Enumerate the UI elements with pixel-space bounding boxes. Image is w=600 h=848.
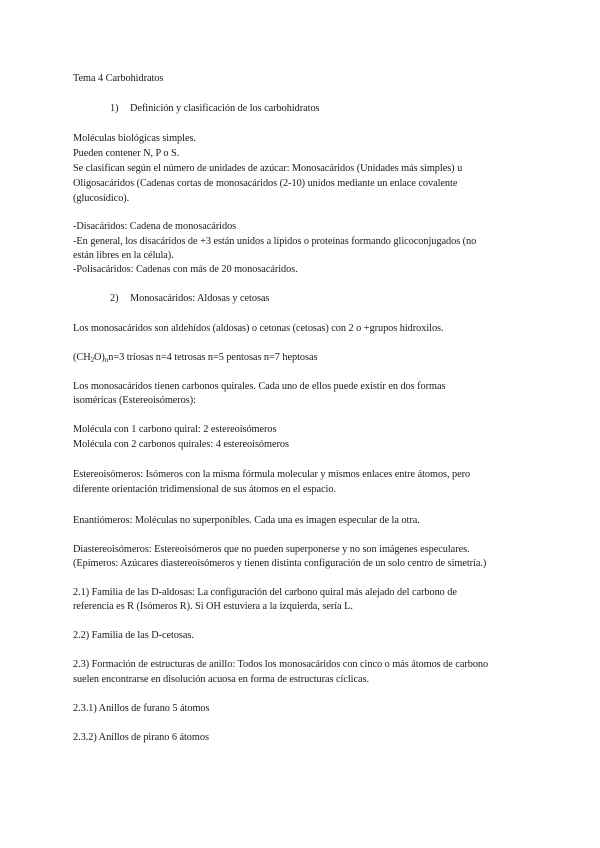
section-heading-2 xyxy=(110,292,269,306)
paragraph: Enantiómeros: Moléculas no superponibles. Cada una es imagen especular de la otra. xyxy=(73,515,420,526)
text-line: 2.3) Formación de estructuras de anillo: Todos los monosacáridos con cinco o más átomos de carbono xyxy=(73,659,489,670)
section-title: Definición y clasificación de los carbohidratos xyxy=(130,103,320,114)
text-line: -En general, los disacáridos de +3 están unidos a lípidos o proteínas formando glicoconjugados (no xyxy=(73,236,477,247)
text-line: Estereoisómeros: Isómeros con la misma fórmula molecular y mismos enlaces entre átomos, pero xyxy=(73,469,471,480)
text-line: -Polisacáridos: Cadenas con más de 20 monosacáridos. xyxy=(73,264,298,275)
formula-rest: n=3 triosas n=4 tetrosas n=5 pentosas n=7 heptosas xyxy=(108,352,318,363)
text-line: Oligosacáridos (Cadenas cortas de monosacáridos (2-10) unidos mediante un enlace covalente xyxy=(73,178,458,189)
section-title: Monosacáridos: Aldosas y cetosas xyxy=(130,293,270,304)
section-number: 1) xyxy=(110,103,119,114)
formula-mid: O) xyxy=(94,352,105,363)
text-line: (glucosídico). xyxy=(73,193,130,204)
paragraph: Los monosacáridos son aldehídos (aldosas) o cetonas (cetosas) con 2 o +grupos hidroxilos. xyxy=(73,323,444,334)
text-line: Pueden contener N, P o S. xyxy=(73,148,180,159)
text-line: diferente orientación tridimensional de sus átomos en el espacio. xyxy=(73,484,336,495)
section-number: 2) xyxy=(110,293,119,304)
text-line: isoméricas (Estereoisómeros): xyxy=(73,395,196,406)
text-line: Moléculas biológicas simples. xyxy=(73,133,196,144)
text-line: 2.1) Familia de las D-aldosas: La configuración del carbono quiral más alejado del carbono de xyxy=(73,587,457,598)
paragraph: 2.3.2) Anillos de pirano 6 átomos xyxy=(73,732,209,743)
document-title: Tema 4 Carbohidratos xyxy=(73,73,164,84)
text-line: Molécula con 2 carbonos quirales: 4 estereoisómeros xyxy=(73,439,289,450)
text-line: (Epímeros: Azúcares diastereoisómeros y tienen distinta configuración de un solo centro de simetría.) xyxy=(73,558,487,569)
formula-subscript: 2 xyxy=(90,356,95,364)
formula-base: (CH xyxy=(73,352,91,363)
text-line: Molécula con 1 carbono quiral: 2 estereoisómeros xyxy=(73,424,277,435)
text-line: Se clasifican según el número de unidades de azúcar: Monosacáridos (Unidades más simples) u xyxy=(73,163,463,174)
paragraph: 2.2) Familia de las D-cetosas. xyxy=(73,630,194,641)
text-line: Los monosacáridos tienen carbonos quirales. Cada uno de ellos puede existir en dos formas xyxy=(73,381,446,392)
formula-line xyxy=(73,351,317,365)
text-line: suelen encontrarse en disolución acuosa en forma de estructuras cíclicas. xyxy=(73,674,369,685)
text-line: están libres en la célula). xyxy=(73,250,174,261)
formula-subscript: n xyxy=(104,356,109,364)
section-heading-1 xyxy=(110,102,320,116)
text-line: referencia es R (Isómeros R). Si OH estuviera a la izquierda, sería L. xyxy=(73,601,353,612)
paragraph: 2.3.1) Anillos de furano 5 átomos xyxy=(73,703,210,714)
text-line: Diastereoisómeros: Estereoisómeros que no pueden superponerse y no son imágenes especulares. xyxy=(73,544,470,555)
text-line: -Disacáridos: Cadena de monosacáridos xyxy=(73,221,237,232)
